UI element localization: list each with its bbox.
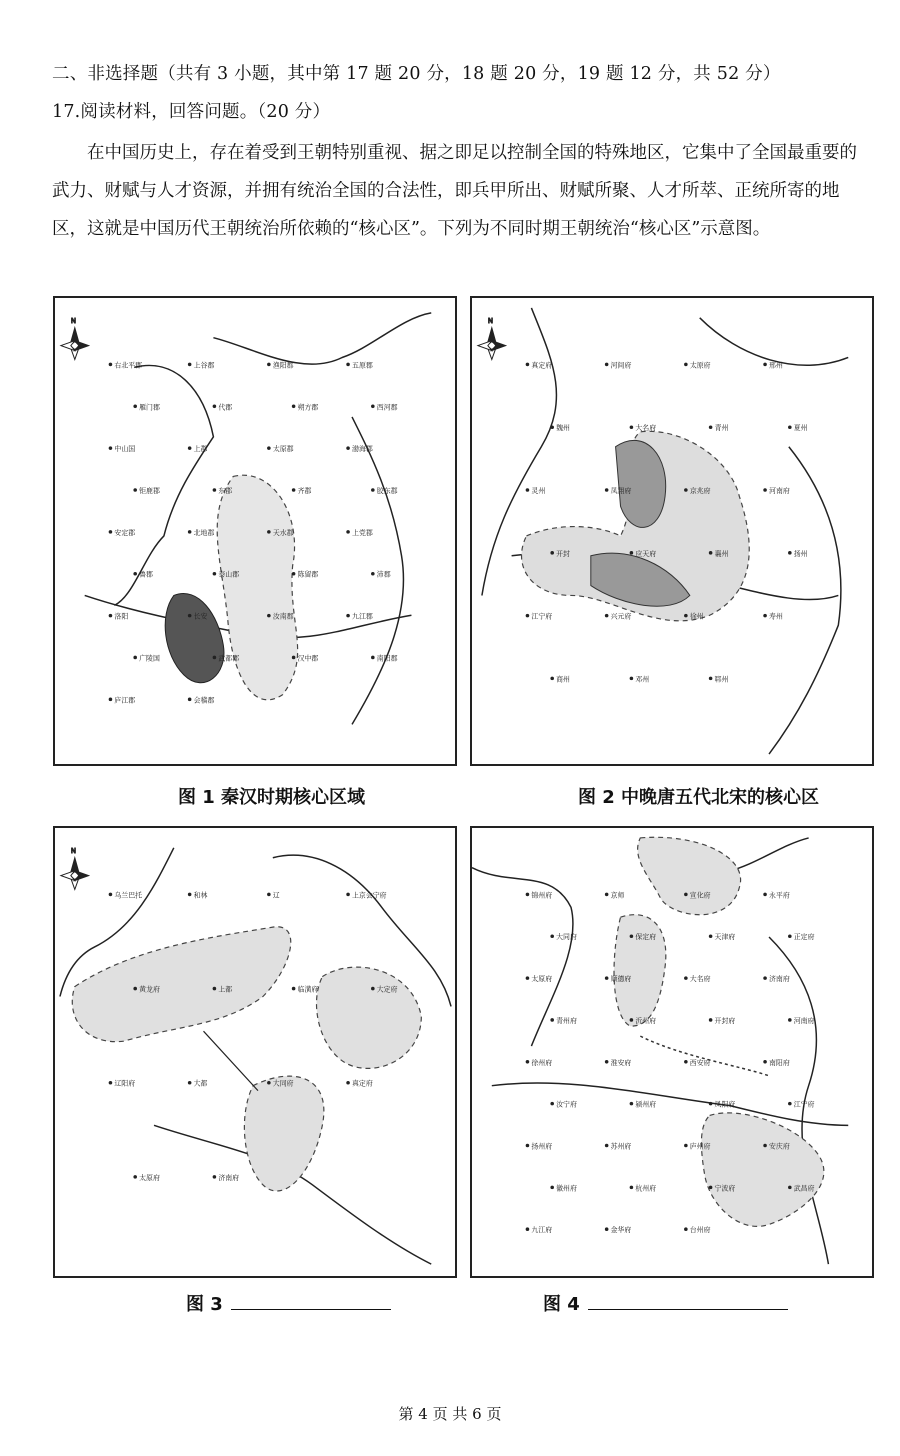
place-marker [267,1081,271,1085]
place-label: 钜鹿郡 [139,486,160,495]
map-ming-qing [470,826,874,1278]
place-label: 临潢府 [297,985,319,994]
place-marker [788,1186,792,1190]
place-label: 京师 [610,891,625,900]
place-marker [292,405,296,409]
place-marker [346,614,350,618]
place-marker [292,572,296,576]
place-marker [763,1060,767,1064]
place-label: 锦州府 [531,891,553,900]
place-marker [213,405,217,409]
place-marker [133,987,137,991]
place-marker [763,488,767,492]
place-label: 武都郡 [218,654,240,663]
place-marker [630,425,634,429]
place-label: 鲁郡 [139,570,153,579]
map-tang-song [470,296,874,766]
place-label: 东郡 [218,486,233,495]
question-title: 17.阅读材料，回答问题。（20 分） [52,102,331,122]
place-marker [763,976,767,980]
place-marker [526,1060,530,1064]
place-label: 汉中郡 [297,654,319,663]
place-label: 朔方郡 [297,403,319,412]
place-label: 太原府 [531,975,553,984]
place-marker [188,363,192,367]
place-marker [133,656,137,660]
place-label: 真定府 [352,1079,373,1088]
place-label: 上党郡 [352,528,373,537]
place-marker [526,614,530,618]
place-label: 齐郡 [297,486,312,495]
place-label: 河间府 [610,361,632,370]
place-label: 南阳郡 [376,654,398,663]
place-marker [709,1018,713,1022]
place-marker [605,1144,609,1148]
map-4-caption-text: 图 4 [543,1294,580,1315]
place-label: 渤海郡 [352,445,373,454]
place-label: 代郡 [218,403,233,412]
place-label: 郓州 [714,675,729,684]
place-marker [292,656,296,660]
place-marker [346,893,350,897]
place-marker [605,893,609,897]
place-label: 辽 [272,891,280,900]
place-label: 上谷郡 [193,361,215,370]
place-label: 青州府 [556,1016,577,1025]
place-label: 济南府 [769,975,790,984]
place-label: 南阳府 [769,1058,790,1067]
place-label: 宣化府 [689,891,711,900]
place-label: 开封府 [714,1016,736,1025]
place-label: 河南府 [793,1016,815,1025]
place-label: 真定府 [531,361,553,370]
place-marker [346,363,350,367]
place-marker [526,363,530,367]
place-label: 长安 [193,612,208,621]
svg-text:N: N [70,316,77,325]
place-label: 陈留郡 [297,570,319,579]
place-label: 扬州 [793,549,808,558]
place-label: 沛郡 [376,570,391,579]
place-marker [292,488,296,492]
place-label: 洛阳 [114,612,129,621]
place-label: 襄州 [714,549,729,558]
place-marker [550,425,554,429]
place-marker [371,405,375,409]
place-marker [605,614,609,618]
place-marker [763,1144,767,1148]
place-label: 大同府 [556,933,577,942]
place-marker [763,893,767,897]
place-label: 乌兰巴托 [114,891,143,900]
place-marker [630,1102,634,1106]
place-marker [267,530,271,534]
place-label: 寿州 [769,612,783,621]
place-label: 徽州府 [556,1184,577,1193]
place-marker [267,363,271,367]
place-marker [371,488,375,492]
place-marker [213,656,217,660]
place-marker [788,1102,792,1106]
place-marker [684,1060,688,1064]
place-label: 应天府 [635,549,657,558]
place-label: 江宁府 [793,1100,815,1109]
place-marker [605,363,609,367]
place-marker [788,934,792,938]
place-marker [550,1102,554,1106]
place-label: 辽阳府 [114,1079,136,1088]
place-label: 汝南郡 [272,612,294,621]
place-marker [763,614,767,618]
place-label: 大都 [193,1079,208,1088]
place-marker [709,1102,713,1106]
place-label: 大名府 [689,975,711,984]
map-liao-yuan [53,826,457,1278]
place-marker [188,530,192,534]
place-label: 太原郡 [272,445,294,454]
place-marker [684,976,688,980]
place-marker [684,363,688,367]
material-paragraph: 在中国历史上，存在着受到王朝特别重视、据之即足以控制全国的特殊地区，它集中了全国最重要的武力、财赋与人才资源，并拥有统治全国的合法性，即兵甲所出、财赋所聚、人才所萃、正统所寄的地区，这就是中国历代王朝统治所依赖的“核心区”。下列为不同时期王朝统治“核心区”示意图。 [52,143,857,239]
place-label: 和林 [193,891,208,900]
place-label: 天津府 [714,933,736,942]
place-label: 宁波府 [714,1184,736,1193]
place-marker [684,893,688,897]
place-label: 开封 [556,549,570,558]
place-label: 九江郡 [352,612,373,621]
section-heading: 二、非选择题（共有 3 小题，其中第 17 题 20 分，18 题 20 分，19 题 12 分，共 52 分） [52,64,781,84]
map-3-caption [186,1290,391,1316]
place-label: 泰山郡 [218,570,240,579]
place-label: 大定府 [376,985,398,994]
place-label: 台州府 [689,1226,711,1235]
place-marker [605,976,609,980]
place-marker [371,572,375,576]
place-label: 会稽郡 [193,696,215,705]
place-label: 西安府 [689,1058,711,1067]
place-marker [526,488,530,492]
place-label: 杭州府 [635,1184,657,1193]
place-marker [684,1144,688,1148]
place-label: 太原府 [139,1173,160,1182]
place-marker [133,488,137,492]
place-label: 沂州府 [635,1016,657,1025]
answer-blank-3[interactable] [231,1295,391,1310]
place-label: 武昌府 [793,1184,815,1193]
place-marker [109,446,113,450]
place-label: 凤阳府 [714,1100,736,1109]
place-marker [709,425,713,429]
place-label: 河南府 [769,486,790,495]
place-label: 灵州 [531,486,546,495]
place-label: 西河郡 [376,403,398,412]
place-marker [526,976,530,980]
place-marker [605,1227,609,1231]
map-4-caption [543,1290,788,1316]
place-label: 上都 [218,985,233,994]
place-label: 安庆府 [769,1142,790,1151]
place-marker [550,1018,554,1022]
place-label: 九江府 [531,1226,553,1235]
place-marker [709,551,713,555]
place-marker [371,987,375,991]
place-marker [605,488,609,492]
place-marker [109,698,113,702]
compass-icon [61,847,89,890]
place-marker [526,893,530,897]
place-marker [550,677,554,681]
place-label: 凤翔府 [610,486,632,495]
place-marker [684,614,688,618]
place-marker [109,614,113,618]
place-label: 庐州府 [689,1142,711,1151]
place-marker [213,572,217,576]
place-marker [133,572,137,576]
place-label: 徐州府 [531,1058,553,1067]
place-label: 上京会宁府 [352,891,387,900]
place-label: 正定府 [793,933,815,942]
place-label: 兴元府 [610,612,632,621]
place-label: 保定府 [635,933,657,942]
place-label: 庐江郡 [114,696,136,705]
place-marker [630,677,634,681]
compass-icon [478,317,506,360]
place-marker [133,405,137,409]
place-label: 邢州 [769,361,783,370]
place-label: 黄龙府 [139,985,160,994]
place-marker [788,425,792,429]
place-label: 魏州 [556,424,570,433]
place-marker [346,530,350,534]
place-label: 永平府 [769,891,790,900]
answer-blank-4[interactable] [588,1295,788,1310]
place-marker [709,934,713,938]
place-label: 汝宁府 [556,1100,577,1109]
place-marker [630,1186,634,1190]
place-marker [788,551,792,555]
map-2-caption: 图 2 中晚唐五代北宋的核心区 [578,787,820,808]
place-marker [788,1018,792,1022]
place-marker [213,488,217,492]
place-marker [109,530,113,534]
place-label: 上郡 [193,445,208,454]
place-marker [630,934,634,938]
place-marker [550,551,554,555]
map-qin-han [53,296,457,766]
place-marker [292,987,296,991]
place-label: 江宁府 [531,612,553,621]
place-marker [550,934,554,938]
place-marker [109,363,113,367]
place-label: 颍州府 [635,1100,657,1109]
place-marker [371,656,375,660]
place-label: 右北平郡 [114,361,143,370]
place-label: 京兆府 [689,486,711,495]
map-3-caption-text: 图 3 [186,1294,223,1315]
place-label: 天水郡 [272,528,294,537]
place-marker [188,893,192,897]
place-label: 淮安府 [610,1058,632,1067]
svg-text:N: N [70,846,77,855]
place-marker [213,1175,217,1179]
place-label: 青州 [714,424,729,433]
place-marker [267,614,271,618]
place-marker [267,893,271,897]
place-marker [109,1081,113,1085]
compass-icon [61,317,89,360]
place-marker [213,987,217,991]
place-label: 胶东郡 [376,486,398,495]
map-1-caption: 图 1 秦汉时期核心区域 [178,787,366,808]
place-label: 太原府 [689,361,711,370]
place-label: 商州 [556,675,570,684]
place-marker [346,446,350,450]
place-marker [709,1186,713,1190]
place-marker [109,893,113,897]
place-marker [346,1081,350,1085]
place-marker [605,1060,609,1064]
place-label: 大名府 [635,424,657,433]
place-marker [630,1018,634,1022]
place-marker [133,1175,137,1179]
place-marker [550,1186,554,1190]
place-label: 大同府 [272,1079,294,1088]
place-marker [526,1144,530,1148]
place-marker [188,1081,192,1085]
place-label: 雁门郡 [139,403,160,412]
place-marker [188,446,192,450]
place-marker [684,1227,688,1231]
place-label: 五原郡 [352,361,373,370]
place-label: 安定郡 [114,528,136,537]
place-marker [709,677,713,681]
place-label: 北地郡 [193,528,215,537]
place-label: 扬州府 [531,1142,553,1151]
place-label: 邓州 [635,675,650,684]
place-label: 徐州 [689,612,704,621]
place-marker [526,1227,530,1231]
place-label: 广陵国 [139,654,160,663]
place-label: 苏州府 [610,1142,632,1151]
place-marker [763,363,767,367]
place-marker [188,698,192,702]
place-label: 渔阳郡 [272,361,294,370]
place-label: 金华府 [610,1226,632,1235]
place-label: 中山国 [114,445,136,454]
place-label: 夏州 [793,424,808,433]
svg-text:N: N [487,316,494,325]
place-label: 济南府 [218,1173,240,1182]
place-label: 顺德府 [610,975,632,984]
place-marker [630,551,634,555]
place-marker [684,488,688,492]
place-marker [188,614,192,618]
page-footer: 第 4 页 共 6 页 [398,1405,502,1423]
place-marker [267,446,271,450]
